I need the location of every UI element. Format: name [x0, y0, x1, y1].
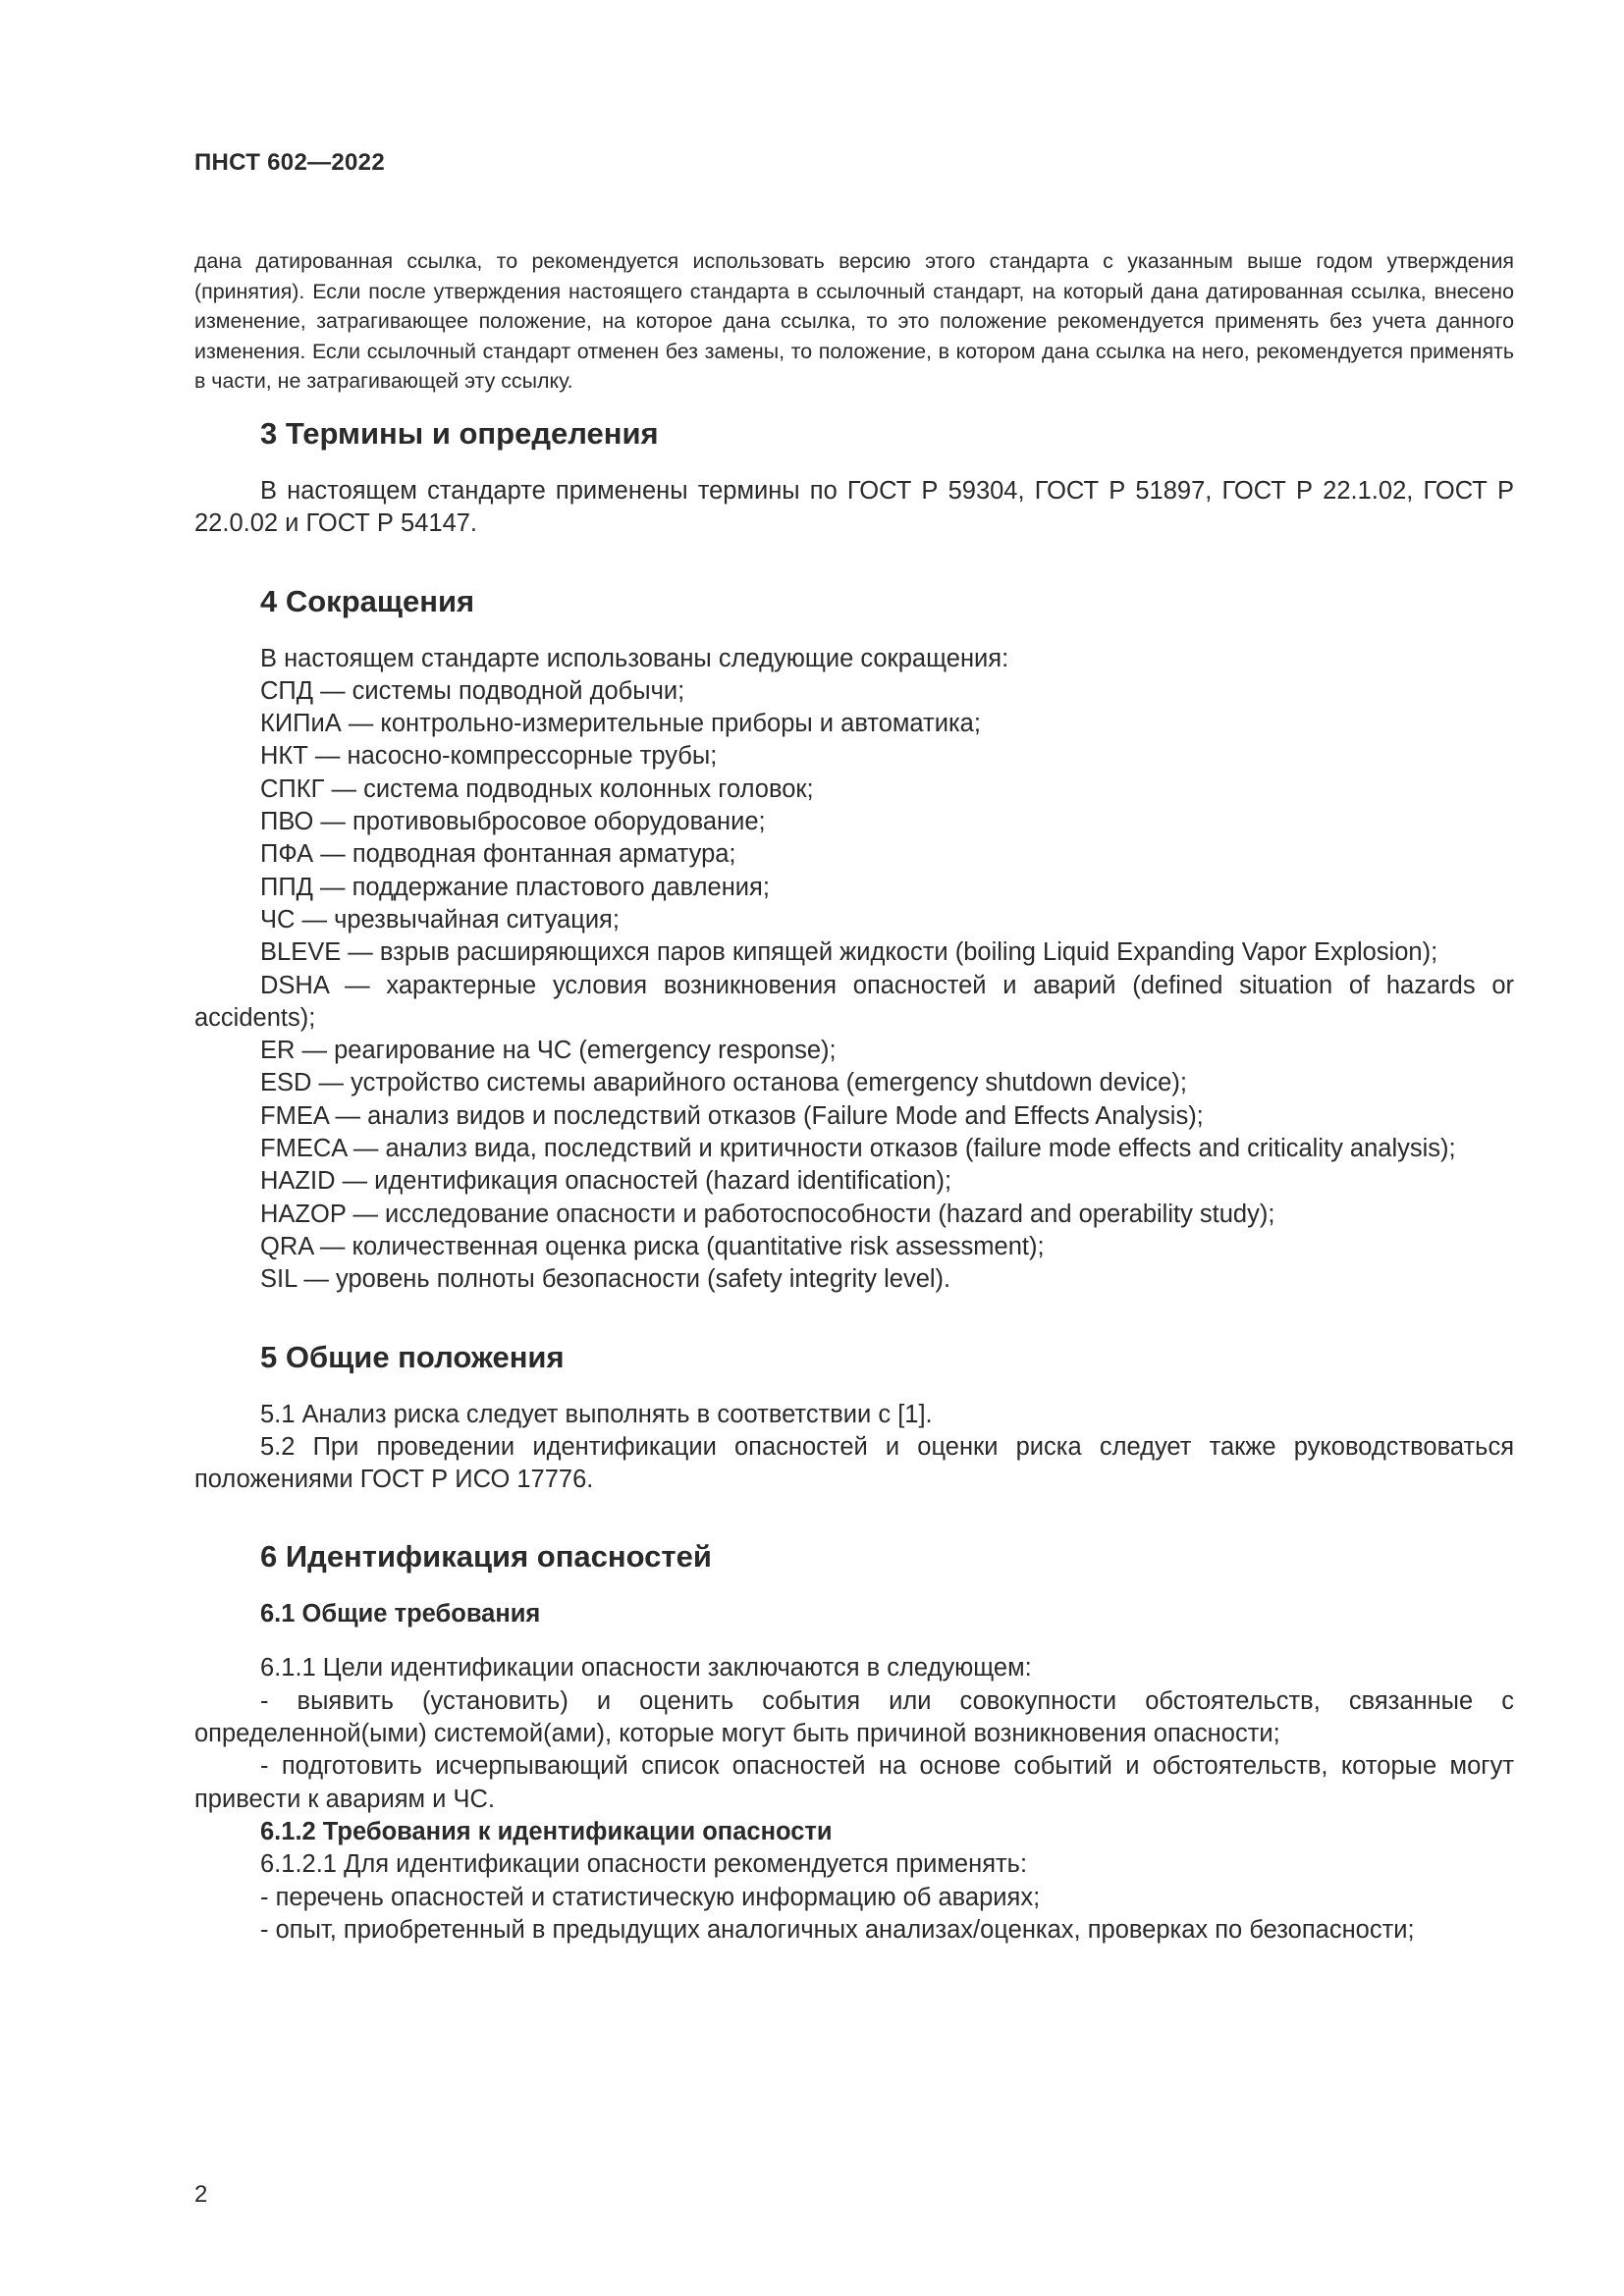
section-3-text: В настоящем стандарте применены термины по ГОСТ Р 59304, ГОСТ Р 51897, ГОСТ Р 22.1.02, ГОСТ Р 22.0.02 и ГОСТ Р 54147.: [194, 477, 1514, 538]
intro-paragraph: дана датированная ссылка, то рекомендуется использовать версию этого стандарта с указанным выше годом утверждения (принятия). Если после утверждения настоящего стандарта в ссылочный стандарт, на который дана датированная ссылка, внесено изменение, затрагивающее положение, на которое дана ссылка, то это положение рекомендуется применять без учета данного изменения. Если ссылочный стандарт отменен без замены, то положение, в котором дана ссылка на него, рекомендуется применять в части, не затрагивающей эту ссылку.: [194, 249, 1514, 394]
section-4: [194, 582, 1514, 1297]
clause-6-1-1-item-b: - подготовить исчерпывающий список опасностей на основе событий и обстоятельств, которые могут привести к авариям и ЧС.: [194, 1752, 1514, 1813]
abbreviation-item: BLEVE — взрыв расширяющихся паров кипящей жидкости (boiling Liquid Expanding Vapor Explosion);: [260, 938, 1438, 967]
document-code-header: ПНСТ 602—2022: [194, 149, 385, 176]
section-5: [194, 1338, 1514, 1497]
abbreviation-item: ППД — поддержание пластового давления;: [260, 873, 770, 901]
clause-6-1-1: 6.1.1 Цели идентификации опасности заключаются в следующем:: [260, 1654, 1032, 1682]
clause-6-1-1-item-a: - выявить (установить) и оценить события или совокупности обстоятельств, связанные с определенной(ыми) системой(ами), которые могут быть причиной возникновения опасности;: [194, 1686, 1514, 1748]
abbreviation-item: КИПиА — контрольно-измерительные приборы и автоматика;: [260, 710, 981, 738]
clause-6-1-2-1-item-b: - опыт, приобретенный в предыдущих аналогичных анализах/оценках, проверках по безопасности;: [260, 1915, 1415, 1944]
abbreviation-item: ER — реагирование на ЧС (emergency response);: [260, 1037, 837, 1065]
abbreviation-item: DSHA — характерные условия возникновения опасностей и аварий (defined situation of hazards or accidents);: [194, 971, 1514, 1032]
abbreviation-item: FMEA — анализ видов и последствий отказов (Failure Mode and Effects Analysis);: [260, 1101, 1204, 1130]
abbreviation-item: ПВО — противовыбросовое оборудование;: [260, 808, 766, 836]
abbreviation-item: СПД — системы подводной добычи;: [260, 676, 685, 705]
clause-6-1-2-1: 6.1.2.1 Для идентификации опасности рекомендуется применять:: [260, 1850, 1028, 1879]
section-5-heading: 5 Общие положения: [260, 1339, 565, 1374]
section-3: [194, 414, 1514, 541]
section-4-heading: 4 Сокращения: [260, 583, 475, 618]
abbreviation-item: HAZOP — исследование опасности и работоспособности (hazard and operability study);: [260, 1200, 1275, 1228]
abbreviation-item: СПКГ — система подводных колонных головок;: [260, 774, 814, 803]
section-6: [194, 1537, 1514, 1947]
abbreviation-item: ПФА — подводная фонтанная арматура;: [260, 840, 736, 869]
abbreviation-item: QRA — количественная оценка риска (quantitative risk assessment);: [260, 1232, 1045, 1260]
abbreviation-item: HAZID — идентификация опасностей (hazard identification);: [260, 1167, 952, 1196]
abbreviation-item: ЧС — чрезвычайная ситуация;: [260, 905, 620, 934]
abbreviation-item: НКТ — насосно-компрессорные трубы;: [260, 742, 718, 771]
section-4-intro: В настоящем стандарте использованы следующие сокращения:: [260, 644, 1009, 672]
section-5-2-text: 5.2 При проведении идентификации опасностей и оценки риска следует также руководствоваться положениями ГОСТ Р ИСО 17776.: [194, 1432, 1514, 1494]
clause-6-1-2-1-item-a: - перечень опасностей и статистическую информацию об авариях;: [260, 1883, 1041, 1911]
page-number: 2: [194, 2181, 208, 2208]
subsection-6-1-heading: 6.1 Общие требования: [260, 1600, 541, 1629]
section-3-heading: 3 Термины и определения: [260, 416, 659, 451]
abbreviation-item: FMECA — анализ вида, последствий и критичности отказов (failure mode effects and criticality analysis);: [260, 1135, 1456, 1163]
abbreviation-list: [194, 675, 1514, 1297]
abbreviation-item: ESD — устройство системы аварийного останова (emergency shutdown device);: [260, 1069, 1187, 1097]
section-6-heading: 6 Идентификация опасностей: [260, 1539, 712, 1575]
abbreviation-item: SIL — уровень полноты безопасности (safety integrity level).: [260, 1265, 951, 1294]
subsection-6-1-2-heading: 6.1.2 Требования к идентификации опасности: [260, 1817, 833, 1845]
section-5-1-text: 5.1 Анализ риска следует выполнять в соответствии с [1].: [260, 1400, 933, 1428]
document-body: [194, 414, 1514, 1947]
